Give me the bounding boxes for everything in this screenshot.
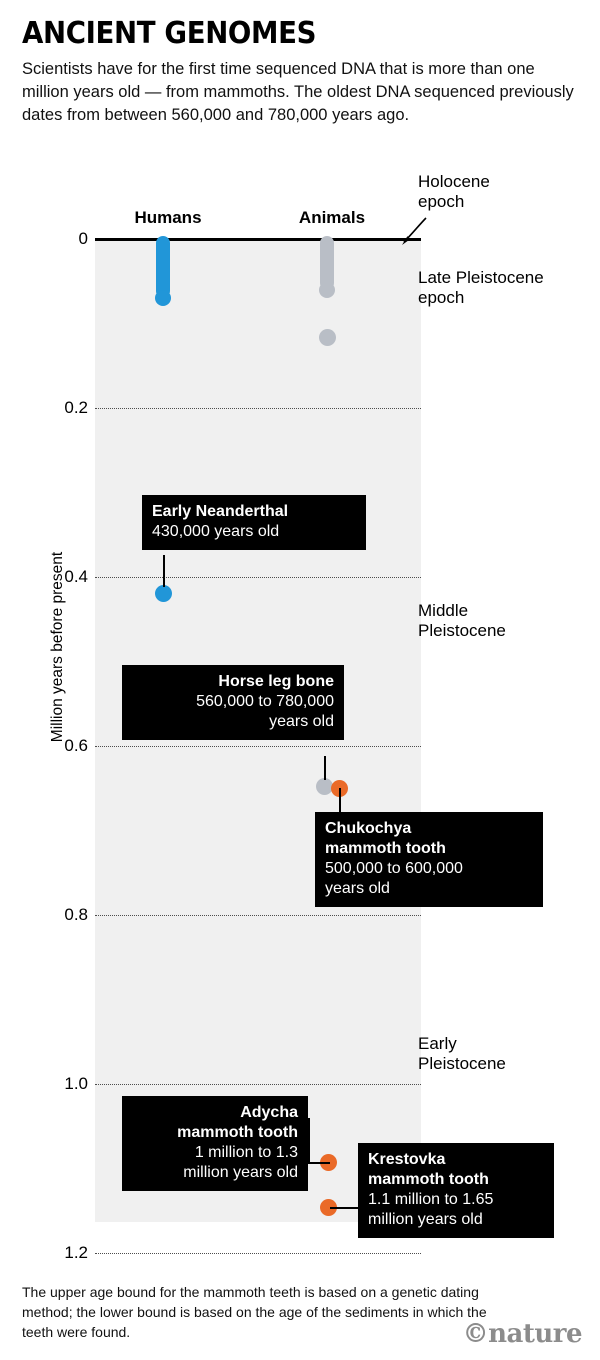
band-late-pleistocene [95, 240, 421, 330]
callout-krestovka-title2: mammoth tooth [368, 1171, 489, 1188]
page-title: ANCIENT GENOMES [22, 16, 317, 51]
callout-early-neanderthal [142, 495, 366, 550]
datapoint-human-cluster [156, 236, 170, 298]
callout-horse-leg-bone-detail1: 560,000 to 780,000 [196, 693, 334, 710]
epoch-middle-line1: Middle [418, 601, 469, 620]
datapoint-human-cluster-bottom [155, 290, 171, 306]
ytick-0.6: 0.6 [64, 736, 88, 755]
callout-chukochya-detail2: years old [325, 880, 390, 897]
epoch-holocene-line2: epoch [418, 192, 465, 212]
gridline-1.2 [95, 1253, 421, 1254]
leader-adycha-horizontal [308, 1162, 330, 1164]
callout-early-neanderthal-detail: 430,000 years old [152, 523, 280, 540]
epoch-holocene-line1: Holocene [418, 172, 490, 191]
leader-chukochya [339, 788, 341, 812]
gridline-1.0 [95, 1084, 421, 1085]
epoch-label-holocene [418, 172, 490, 213]
callout-krestovka-title1: Krestovka [368, 1151, 446, 1168]
datapoint-early-neanderthal [155, 585, 172, 602]
ytick-0.2: 0.2 [64, 398, 88, 417]
callout-adycha-title1: Adycha [240, 1104, 298, 1121]
ytick-0.8: 0.8 [64, 905, 88, 924]
callout-adycha-detail1: 1 million to 1.3 [194, 1144, 298, 1161]
callout-adycha-detail2: million years old [183, 1164, 298, 1181]
epoch-label-late-pleistocene [418, 268, 544, 309]
epoch-label-early-pleistocene [418, 1034, 506, 1075]
callout-krestovka-detail1: 1.1 million to 1.65 [368, 1191, 494, 1208]
gridline-0.8 [95, 915, 421, 916]
callout-early-neanderthal-title: Early Neanderthal [152, 503, 289, 520]
column-header-animals: Animals [298, 208, 366, 227]
ytick-1.2: 1.2 [64, 1243, 88, 1262]
leader-krestovka-horizontal [330, 1207, 358, 1209]
epoch-label-middle-pleistocene [418, 601, 506, 642]
epoch-middle-line2: Pleistocene [418, 621, 506, 641]
callout-chukochya [315, 812, 543, 907]
gridline-0.4 [95, 577, 421, 578]
callout-horse-leg-bone [122, 665, 344, 740]
gridline-0.6 [95, 746, 421, 747]
callout-chukochya-title1: Chukochya [325, 820, 412, 837]
callout-krestovka [358, 1143, 554, 1238]
epoch-late-line2: epoch [418, 288, 465, 308]
standfirst-text: Scientists have for the first time sequenced DNA that is more than one million years old — from mammoths. The oldest DNA sequenced previously dates from between 560,000 and 780,000 years ago. [22, 59, 574, 125]
axis-zero-line [95, 238, 421, 241]
header [22, 18, 582, 128]
ytick-0.4: 0.4 [64, 567, 88, 586]
chart-canvas [0, 168, 600, 1273]
callout-chukochya-detail1: 500,000 to 600,000 [325, 860, 463, 877]
leader-horse-leg-bone [324, 756, 326, 780]
column-header-humans: Humans [134, 208, 202, 227]
datapoint-animal-0-115 [319, 329, 336, 346]
ytick-1.0: 1.0 [64, 1074, 88, 1093]
ytick-0: 0 [78, 229, 88, 248]
callout-horse-leg-bone-title: Horse leg bone [218, 673, 334, 690]
callout-adycha [122, 1096, 308, 1191]
gridline-0.2 [95, 408, 421, 409]
holocene-arrow-icon [400, 214, 430, 248]
epoch-early-line1: Early [418, 1034, 457, 1053]
leader-early-neanderthal [163, 555, 165, 587]
callout-adycha-title2: mammoth tooth [177, 1124, 298, 1141]
y-axis-title: Million years before present [49, 551, 66, 743]
callout-horse-leg-bone-detail2: years old [269, 713, 334, 730]
datapoint-animal-cluster-bottom [319, 282, 335, 298]
callout-krestovka-detail2: million years old [368, 1211, 483, 1228]
footnote-text: The upper age bound for the mammoth teeth is based on a genetic dating method; the lower bound is based on the age of the sediments in which the teeth were found. [22, 1284, 487, 1340]
epoch-early-line2: Pleistocene [418, 1054, 506, 1074]
epoch-late-line1: Late Pleistocene [418, 268, 544, 287]
footer [22, 1283, 582, 1349]
nature-logo: ©nature [462, 1319, 582, 1349]
leader-adycha-vertical [308, 1118, 310, 1163]
callout-chukochya-title2: mammoth tooth [325, 840, 446, 857]
